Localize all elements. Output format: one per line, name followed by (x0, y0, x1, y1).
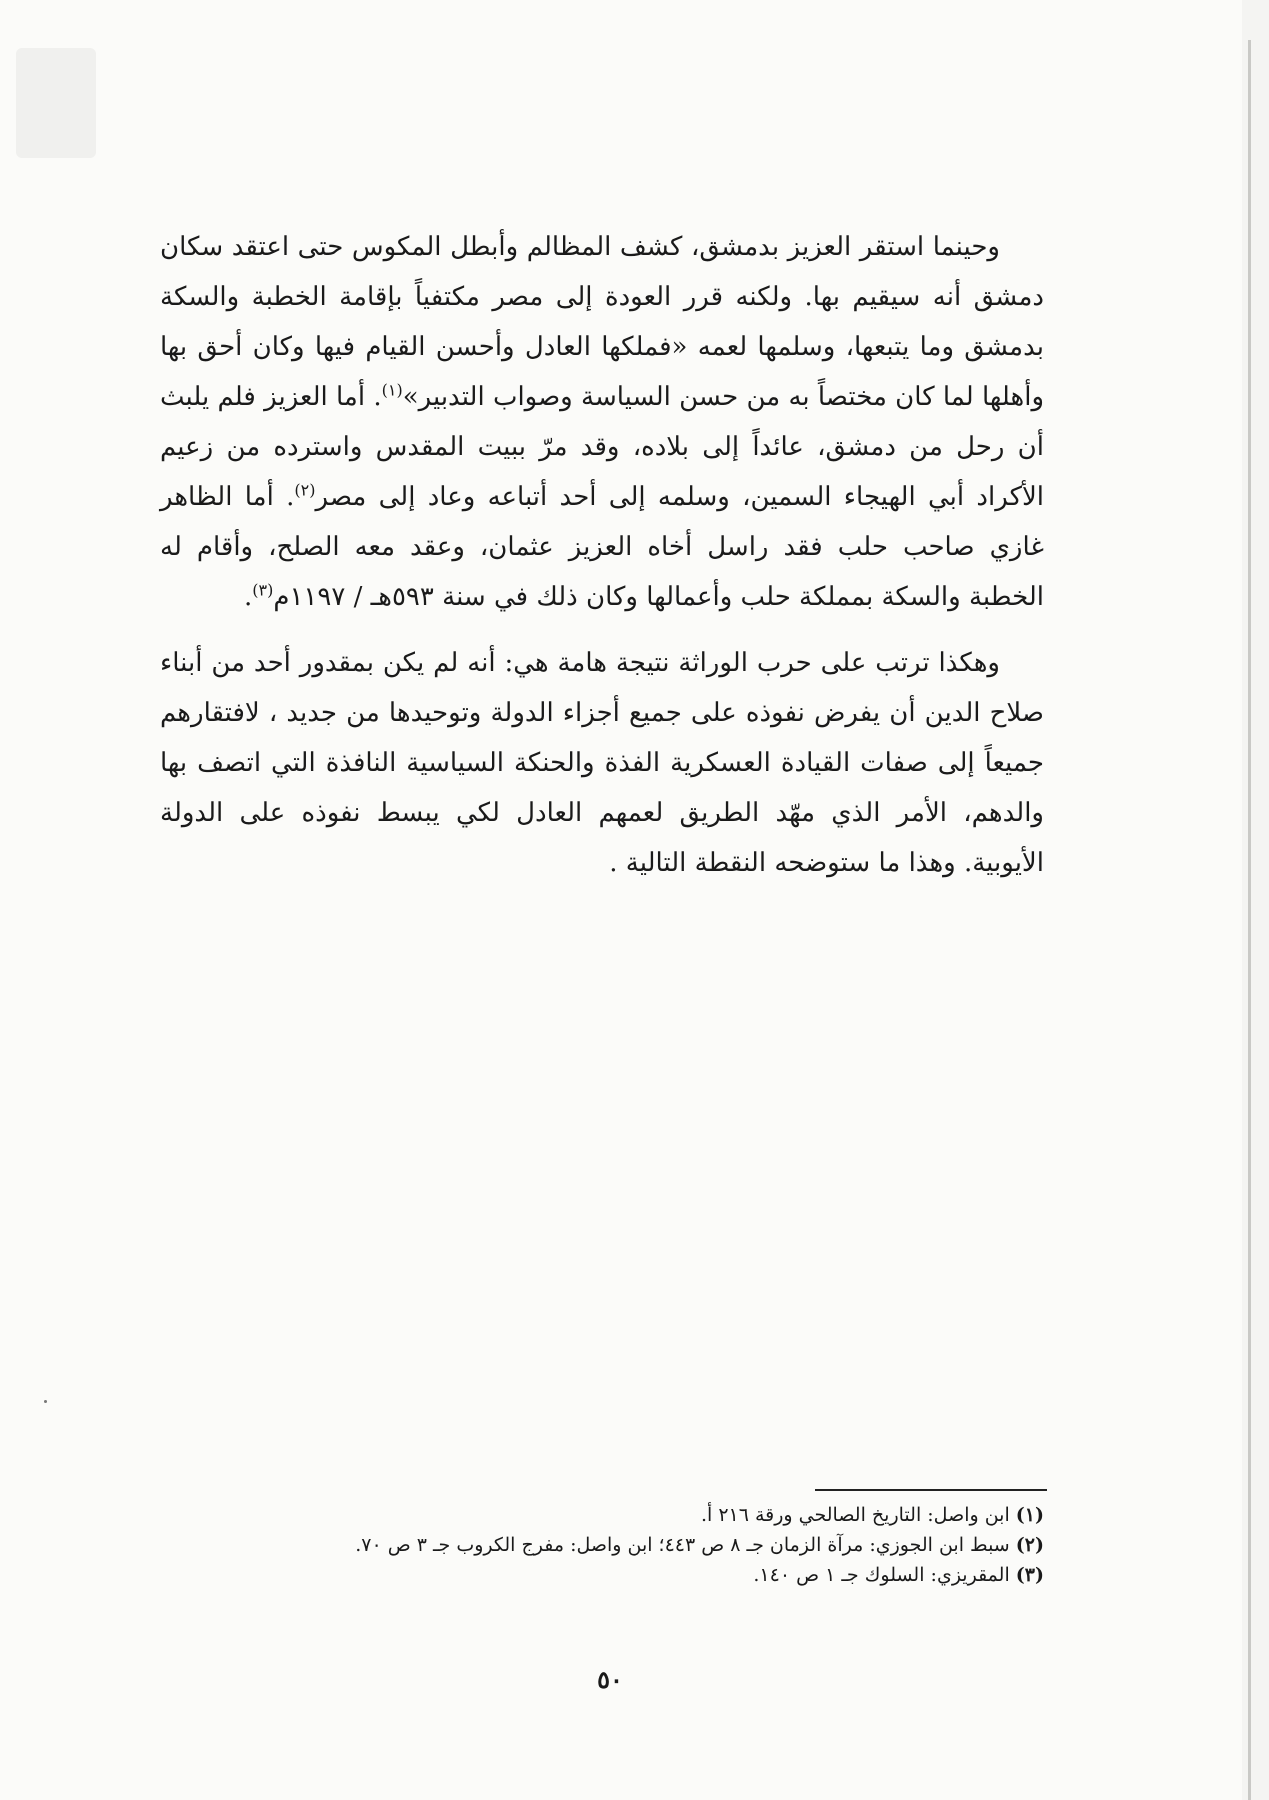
footnote-1 (160, 1500, 1044, 1530)
footnote-3-number: (٣) (1015, 1564, 1044, 1586)
paragraph-2: وهكذا ترتب على حرب الوراثة نتيجة هامة هي: أنه لم يكن بمقدور أحد من أبناء صلاح الدين أن يفرض نفوذه على جميع أجزاء الدولة وتوحيدها من جديد ، لافتقارهم جميعاً إلى صفات القيادة العسكرية الفذة والحنكة السياسية النافذة التي اتصف بها والدهم، الأمر الذي مهّد الطريق لعمهم العادل لكي يبسط نفوذه على الدولة الأيوبية. وهذا ما ستوضحه النقطة التالية . (160, 648, 1044, 878)
footnote-3-text: المقريزي: السلوك جـ ١ ص ١٤٠. (753, 1564, 1010, 1586)
footnote-ref-1: (١) (381, 380, 403, 400)
paragraph-1-part-2: . أما العزيز فلم يلبث أن رحل من دمشق، عائداً إلى بلاده، وقد مرّ ببيت المقدس واسترده من زعيم الأكراد أبي الهيجاء السمين، وسلمه إلى أحد أتباعه وعاد إلى مصر (160, 382, 1044, 512)
footnote-1-text: ابن واصل: التاريخ الصالحي ورقة ٢١٦ أ. (700, 1504, 1010, 1526)
footnote-1-number: (١) (1015, 1504, 1044, 1526)
page-edge (1248, 40, 1251, 1800)
scan-artifact (16, 48, 96, 158)
footnote-3 (160, 1560, 1044, 1590)
footnote-ref-3: (٣) (252, 580, 274, 600)
footnote-2-text: سبط ابن الجوزي: مرآة الزمان جـ ٨ ص ٤٤٣؛ ابن واصل: مفرج الكروب جـ ٣ ص ٧٠. (355, 1534, 1010, 1556)
paragraph-1-part-3: . أما الظاهر غازي صاحب حلب فقد راسل أخاه العزيز عثمان، وعقد معه الصلح، وأقام له الخطبة والسكة بمملكة حلب وأعمالها وكان ذلك في سنة ٥٩٣هـ / ١١٩٧م (160, 482, 1044, 612)
footnote-ref-2: (٢) (294, 480, 316, 500)
footnotes (160, 1500, 1044, 1590)
scan-speck (44, 1400, 47, 1403)
paragraph-1-part-1: وحينما استقر العزيز بدمشق، كشف المظالم وأبطل المكوس حتى اعتقد سكان دمشق أنه سيقيم بها. ولكنه قرر العودة إلى مصر مكتفياً بإقامة الخطبة والسكة بدمشق وما يتبعها، وسلمها لعمه «فملكها العادل وأحسن القيام فيها وكان أحق بها وأهلها لما كان مختصاً به من حسن السياسة وصواب التدبير» (160, 232, 1045, 412)
footnote-2 (160, 1530, 1044, 1560)
footnote-separator (815, 1489, 1047, 1491)
page-number: ٥٠ (597, 1665, 623, 1694)
paragraph-1-part-4: . (244, 582, 253, 612)
paragraph-1 (160, 222, 1044, 622)
footnote-2-number: (٢) (1015, 1534, 1044, 1556)
body-text (160, 222, 1044, 888)
